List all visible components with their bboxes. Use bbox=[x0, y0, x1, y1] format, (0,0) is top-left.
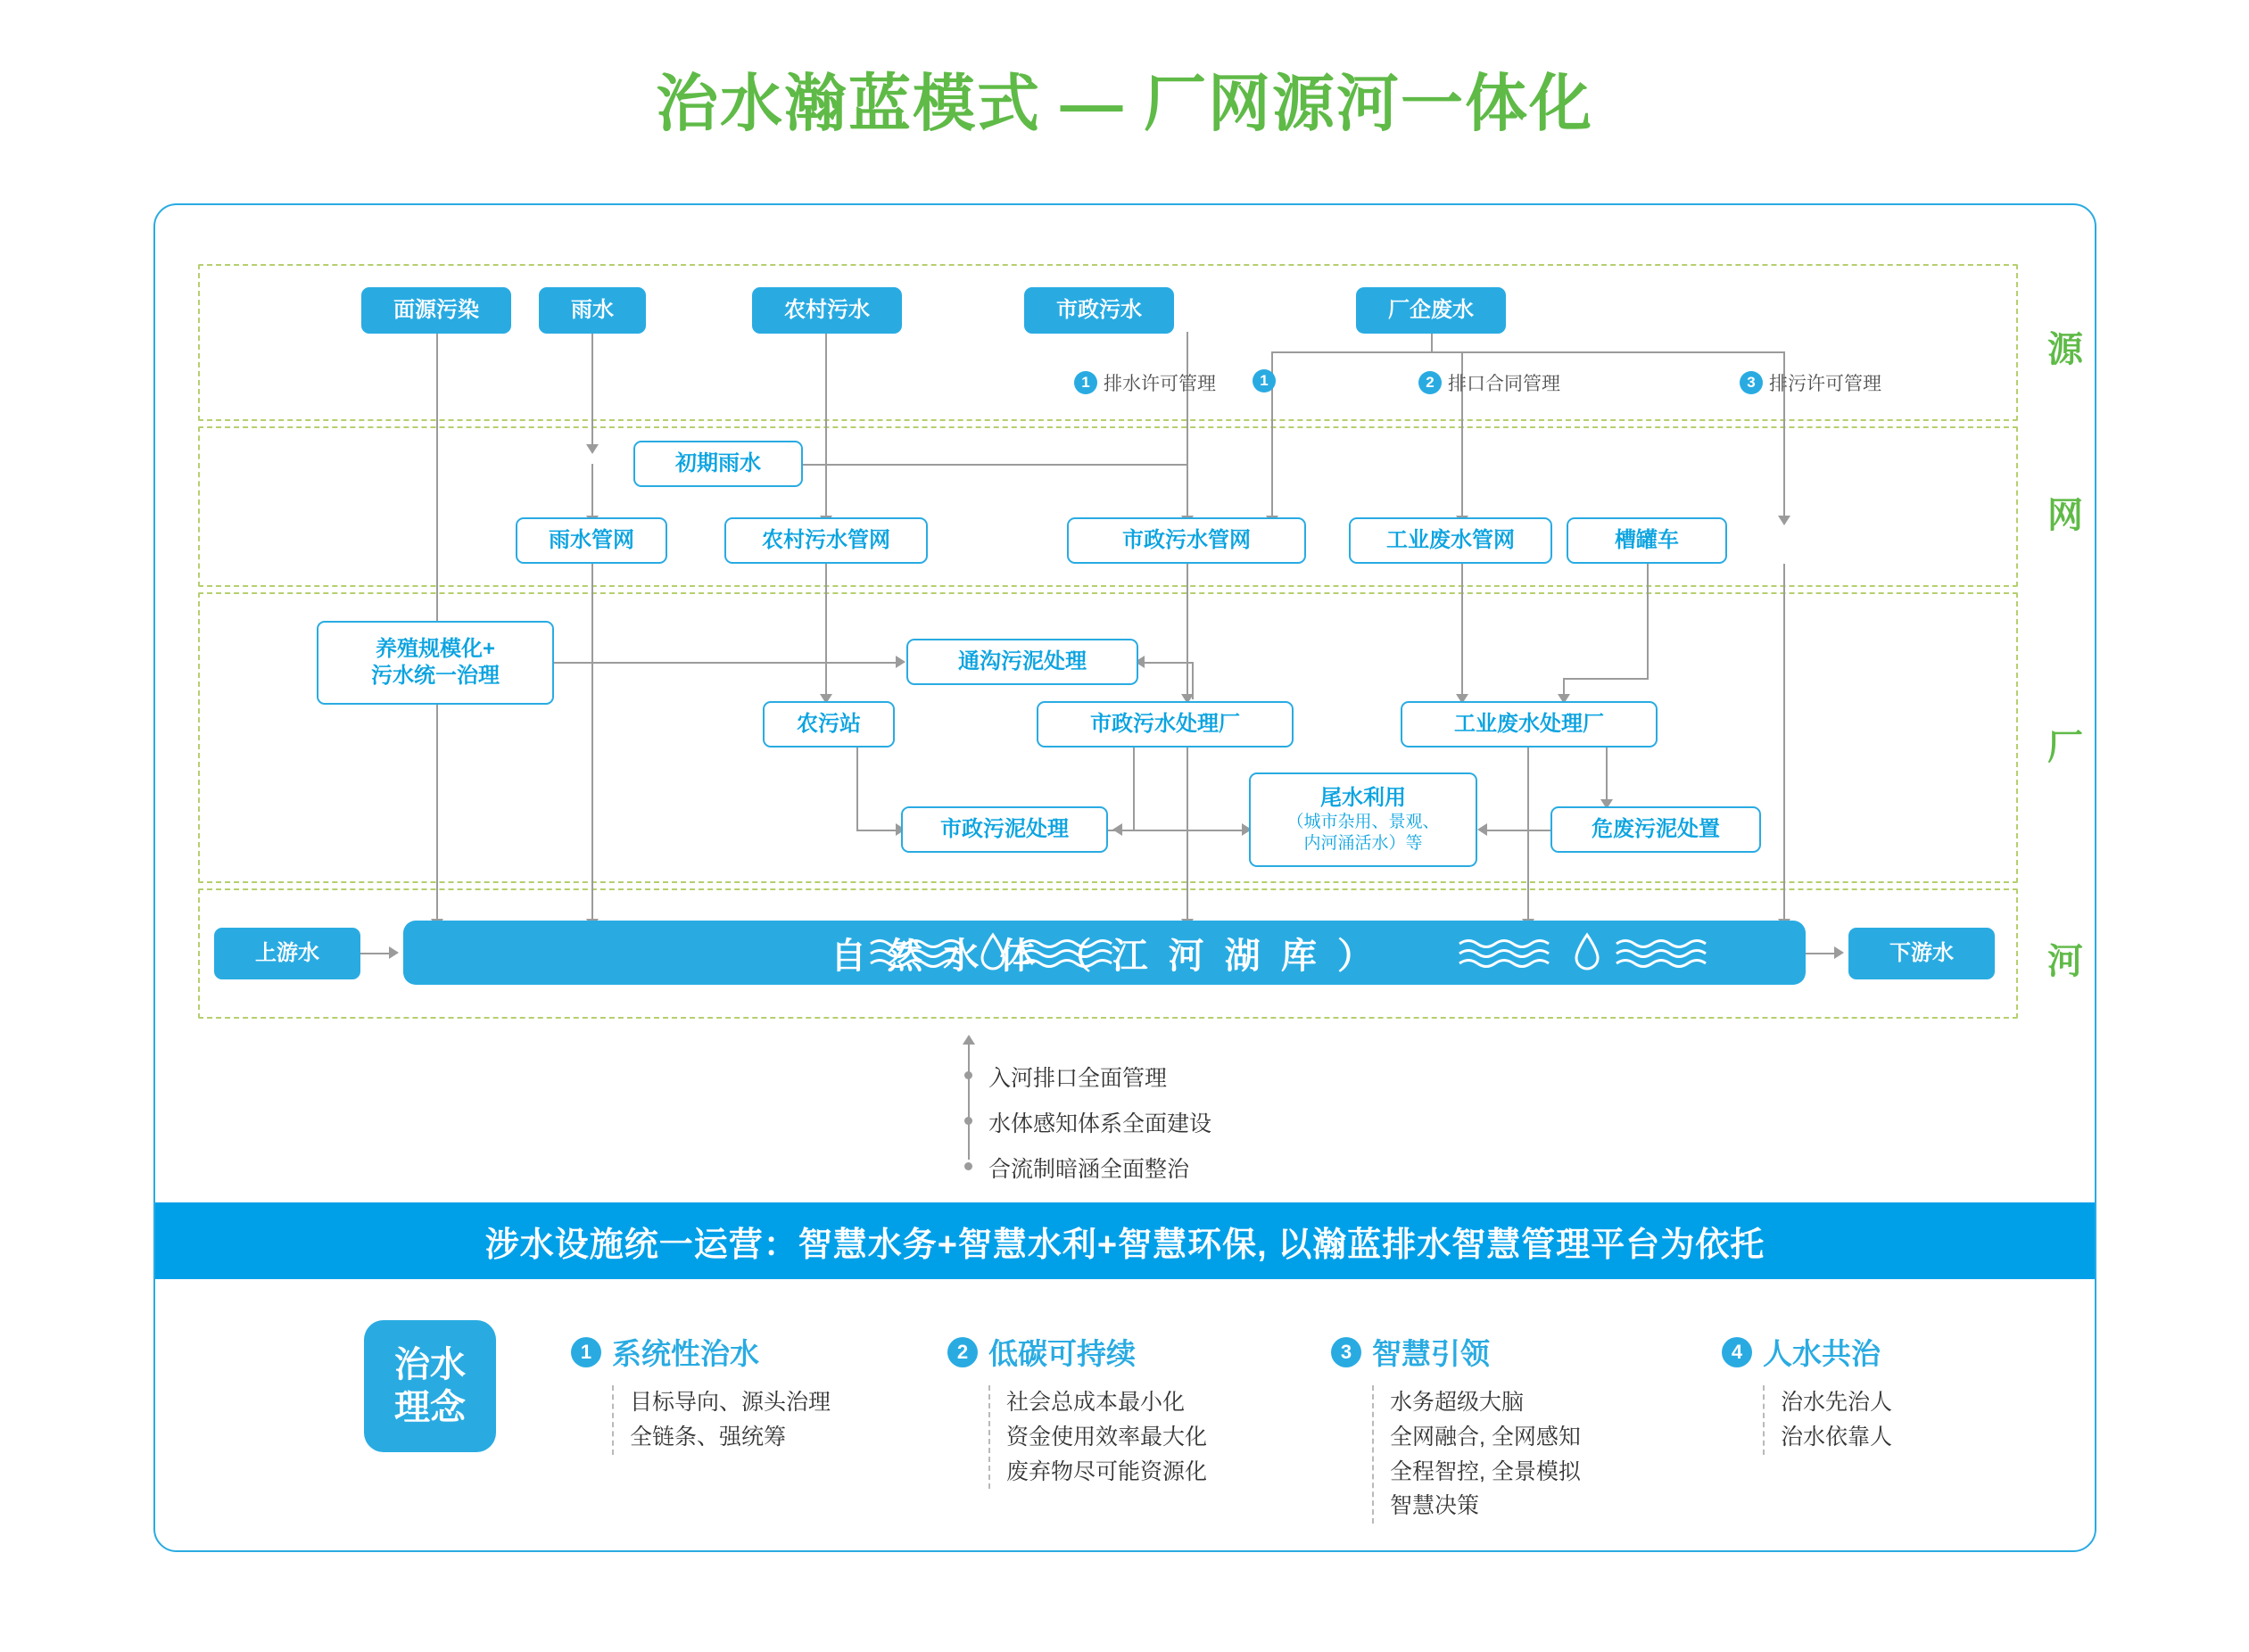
concept-4-head bbox=[1722, 1331, 1892, 1373]
permit-badge: 1 bbox=[1253, 369, 1276, 392]
flow-line bbox=[856, 830, 901, 831]
flow-arrow bbox=[1834, 946, 1844, 959]
wave-icon bbox=[1613, 935, 1729, 971]
node-initial-rainwater[interactable]: 初期雨水 bbox=[633, 441, 803, 487]
wave-icon bbox=[1456, 935, 1572, 971]
concept-1-head bbox=[571, 1331, 831, 1373]
node-rural-sewage-pipe-network[interactable]: 农村污水管网 bbox=[724, 517, 928, 564]
note-bullet bbox=[964, 1162, 972, 1170]
node-rural-sewage-station[interactable]: 农污站 bbox=[763, 701, 895, 748]
wave-icon bbox=[1019, 935, 1135, 971]
permit-label-1 bbox=[1074, 369, 1216, 396]
flow-arrow bbox=[1778, 516, 1790, 525]
flow-line bbox=[591, 332, 593, 450]
band-label-river: 河 bbox=[2047, 942, 2083, 981]
flow-line bbox=[360, 953, 393, 954]
concept-4-item-2: 治水依靠人 bbox=[1781, 1424, 1893, 1450]
node-upstream-water[interactable]: 上游水 bbox=[214, 928, 360, 979]
node-rural-sewage[interactable]: 农村污水 bbox=[752, 287, 902, 334]
node-effluent-reuse[interactable] bbox=[1249, 772, 1477, 867]
flow-line bbox=[1138, 662, 1192, 664]
concept-4-item-1: 治水先治人 bbox=[1781, 1390, 1893, 1415]
concept-4-list bbox=[1763, 1385, 1892, 1455]
concept-2-item-2: 资金使用效率最大化 bbox=[1006, 1424, 1208, 1450]
flow-line bbox=[1187, 464, 1188, 516]
note-3: 合流制暗涵全面整治 bbox=[988, 1157, 1190, 1182]
node-line-1: 养殖规模化+ bbox=[375, 637, 495, 661]
concept-3-list bbox=[1372, 1385, 1581, 1524]
flow-line bbox=[1461, 564, 1463, 699]
node-municipal-sewage-pipe-network[interactable]: 市政污水管网 bbox=[1067, 517, 1306, 564]
node-line-2: 污水统一治理 bbox=[371, 664, 500, 688]
concept-badge-line-1: 治水 bbox=[394, 1345, 466, 1384]
flow-arrow bbox=[1477, 823, 1487, 836]
permit-badge: 1 bbox=[1074, 371, 1097, 394]
concept-2-list bbox=[988, 1385, 1207, 1489]
concept-3-item-1: 水务超级大脑 bbox=[1390, 1390, 1525, 1415]
node-industrial-wastewater-plant[interactable]: 工业废水处理厂 bbox=[1401, 701, 1658, 748]
node-effluent-sub-2: 内河涌活水）等 bbox=[1303, 834, 1423, 853]
flow-arrow bbox=[389, 946, 399, 959]
node-downstream-water[interactable]: 下游水 bbox=[1848, 928, 1995, 979]
concept-2-head bbox=[947, 1331, 1207, 1373]
flow-line bbox=[553, 662, 901, 664]
flow-line bbox=[1806, 953, 1838, 954]
note-1: 入河排口全面管理 bbox=[988, 1066, 1168, 1091]
flow-line bbox=[1271, 351, 1784, 353]
note-bullet bbox=[964, 1071, 972, 1079]
concept-4 bbox=[1722, 1331, 1892, 1455]
flow-line bbox=[1192, 662, 1194, 699]
node-effluent-title: 尾水利用 bbox=[1320, 786, 1406, 811]
flow-line bbox=[1187, 564, 1188, 699]
node-effluent-sub-1: （城市杂用、景观、 bbox=[1286, 813, 1440, 832]
flow-line bbox=[825, 564, 827, 699]
node-rainwater[interactable]: 雨水 bbox=[539, 287, 646, 334]
concept-1-item-2: 全链条、强统筹 bbox=[630, 1424, 787, 1450]
permit-label-2 bbox=[1418, 369, 1560, 396]
node-industrial-wastewater[interactable]: 厂企废水 bbox=[1356, 287, 1506, 334]
node-industrial-wastewater-pipe-network[interactable]: 工业废水管网 bbox=[1349, 517, 1552, 564]
concept-3-head bbox=[1331, 1331, 1581, 1373]
flow-line bbox=[1106, 830, 1249, 831]
notes-line bbox=[968, 1044, 970, 1160]
permit-label-3 bbox=[1740, 369, 1881, 396]
concept-2-item-1: 社会总成本最小化 bbox=[1006, 1390, 1186, 1415]
permit-label-1b bbox=[1253, 369, 1282, 392]
concept-2-title: 低碳可持续 bbox=[988, 1337, 1136, 1370]
concept-3 bbox=[1331, 1331, 1581, 1524]
flow-line bbox=[591, 564, 593, 924]
concept-2-number: 2 bbox=[947, 1337, 978, 1367]
flow-line bbox=[1563, 678, 1649, 680]
concept-1-number: 1 bbox=[571, 1337, 601, 1367]
flow-arrow bbox=[586, 444, 599, 454]
water-body-label: 自 然 水 体 （ 江 河 湖 库 ） bbox=[830, 936, 1379, 976]
page-title: 治水瀚蓝模式 — 厂网源河一体化 bbox=[656, 69, 1593, 138]
node-scaled-breeding-unified-treatment[interactable] bbox=[317, 621, 554, 705]
node-municipal-sewage-plant[interactable]: 市政污水处理厂 bbox=[1037, 701, 1294, 748]
band-label-source: 源 bbox=[2047, 330, 2083, 369]
node-municipal-sludge-treatment[interactable]: 市政污泥处理 bbox=[901, 806, 1108, 853]
concept-1-list bbox=[612, 1385, 831, 1455]
water-drop-icon bbox=[978, 932, 1008, 973]
node-sewer-sludge-treatment[interactable]: 通沟污泥处理 bbox=[906, 639, 1138, 685]
flow-line bbox=[591, 464, 593, 521]
flow-arrow bbox=[896, 656, 905, 668]
natural-water-body bbox=[403, 921, 1806, 985]
concept-badge bbox=[364, 1320, 496, 1452]
concept-3-item-3: 全程智控, 全景模拟 bbox=[1390, 1458, 1581, 1484]
permit-text: 排水许可管理 bbox=[1104, 374, 1216, 394]
unified-operation-banner: 涉水设施统一运营：智慧水务+智慧水利+智慧环保, 以瀚蓝排水智慧管理平台为依托 bbox=[155, 1202, 2095, 1279]
concept-1-item-1: 目标导向、源头治理 bbox=[630, 1390, 831, 1415]
flow-line bbox=[1647, 564, 1649, 678]
concept-3-item-4: 智慧决策 bbox=[1390, 1493, 1480, 1519]
flow-line bbox=[1187, 742, 1188, 924]
flow-line bbox=[1606, 742, 1608, 805]
band-label-plant: 厂 bbox=[2047, 728, 2083, 767]
concept-2-item-3: 废弃物尽可能资源化 bbox=[1006, 1458, 1208, 1484]
flow-line bbox=[856, 742, 858, 830]
permit-badge: 3 bbox=[1740, 371, 1763, 394]
node-hazardous-sludge-disposal[interactable]: 危废污泥处置 bbox=[1550, 806, 1761, 853]
wave-icon bbox=[867, 935, 983, 971]
band-label-net: 网 bbox=[2047, 496, 2083, 535]
flow-line bbox=[1527, 742, 1529, 924]
flow-line bbox=[825, 332, 827, 521]
node-tanker-truck[interactable]: 槽罐车 bbox=[1567, 517, 1727, 564]
concept-3-number: 3 bbox=[1331, 1337, 1361, 1367]
flow-arrow bbox=[1112, 823, 1122, 836]
node-diffuse-pollution[interactable]: 面源污染 bbox=[361, 287, 511, 334]
flow-line bbox=[1431, 332, 1433, 351]
note-2: 水体感知体系全面建设 bbox=[988, 1111, 1212, 1136]
flow-line bbox=[1481, 830, 1550, 831]
concept-4-number: 4 bbox=[1722, 1337, 1752, 1367]
concept-badge-line-2: 理念 bbox=[394, 1388, 466, 1427]
note-bullet bbox=[964, 1117, 972, 1125]
water-drop-icon bbox=[1572, 932, 1602, 973]
concept-1 bbox=[571, 1331, 831, 1455]
node-municipal-sewage[interactable]: 市政污水 bbox=[1024, 287, 1174, 334]
permit-text: 排口合同管理 bbox=[1448, 374, 1560, 394]
concept-1-title: 系统性治水 bbox=[612, 1337, 759, 1370]
concept-3-title: 智慧引领 bbox=[1372, 1337, 1490, 1370]
flow-line bbox=[1133, 742, 1135, 830]
concept-2 bbox=[947, 1331, 1207, 1489]
concept-3-item-2: 全网融合, 全网感知 bbox=[1390, 1424, 1581, 1450]
concept-4-title: 人水共治 bbox=[1763, 1337, 1881, 1370]
notes-arrow bbox=[963, 1035, 975, 1045]
permit-badge: 2 bbox=[1418, 371, 1442, 394]
permit-text: 排污许可管理 bbox=[1769, 374, 1881, 394]
flow-line bbox=[1783, 564, 1785, 924]
flow-line bbox=[803, 464, 1187, 466]
node-rainwater-pipe-network[interactable]: 雨水管网 bbox=[516, 517, 667, 564]
